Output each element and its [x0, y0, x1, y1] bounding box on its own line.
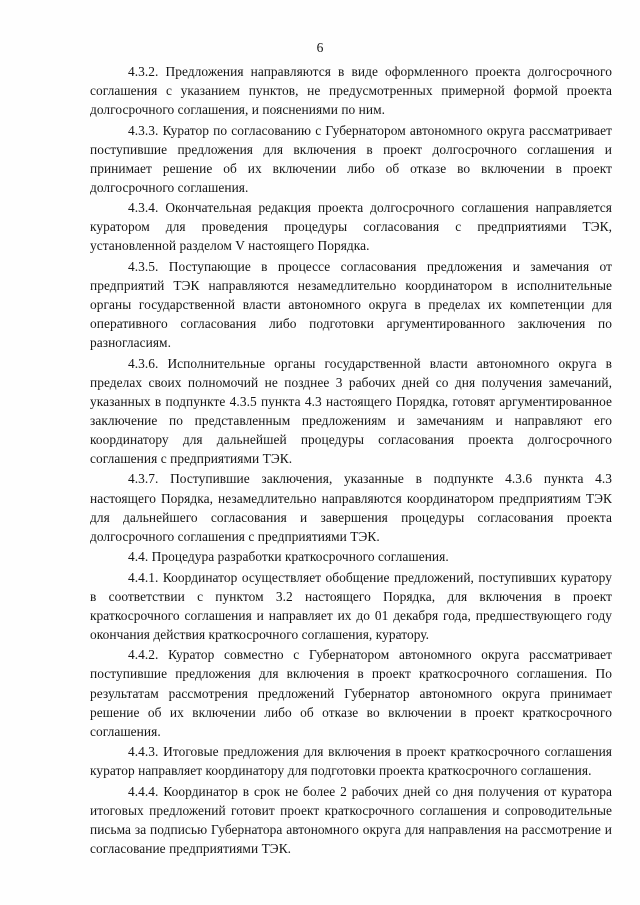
paragraph-4-3-6: 4.3.6. Исполнительные органы государственной власти автономного округа в пределах своих полномочий не позднее 3 рабочих дней со дня получения замечаний, указанных в подпункте 4.3.5 пункта 4.3 настоящего Порядка, готовят аргументированное заключение по представленным предложениям и замечаниям и направляют его координатору для дальнейшей процедуры согласования проекта долгосрочного соглашения с предприятиями ТЭК.: [90, 355, 612, 466]
document-body: [90, 62, 612, 858]
paragraph-4-3-7: 4.3.7. Поступившие заключения, указанные в подпункте 4.3.6 пункта 4.3 настоящего Порядка, незамедлительно направляются координатором предприятиям ТЭК для дальнейшего согласования и завершения процедуры согласования проекта долгосрочного соглашения с предприятиями ТЭК.: [90, 471, 612, 544]
paragraph-4-4-4: 4.4.4. Координатор в срок не более 2 рабочих дней со дня получения от куратора итоговых предложений готовит проект краткосрочного соглашения и сопроводительные письма за подписью Губернатора автономного округа для направления на рассмотрение и согласование предприятиями ТЭК.: [90, 783, 612, 856]
page-number: 6: [316, 40, 324, 55]
paragraph-4-3-2: 4.3.2. Предложения направляются в виде оформленного проекта долгосрочного соглашения с указанием пунктов, не предусмотренных примерной формой проекта долгосрочного соглашения, и пояснениями по ним.: [90, 64, 612, 118]
paragraph-4-3-5: 4.3.5. Поступающие в процессе согласования предложения и замечания от предприятий ТЭК направляются незамедлительно координатором в исполнительные органы государственной власти автономного округа в пределах их компетенции для оперативного согласования либо подготовки аргументированного заключения по разногласиям.: [90, 258, 612, 351]
paragraph-4-4-3: 4.4.3. Итоговые предложения для включения в проект краткосрочного соглашения куратор направляет координатору для подготовки проекта краткосрочного соглашения.: [90, 744, 612, 779]
paragraph-4-3-3: 4.3.3. Куратор по согласованию с Губернатором автономного округа рассматривает поступившие предложения для включения в проект долгосрочного соглашения и принимает решение об их включении либо об отказе во включении в проект долгосрочного соглашения.: [90, 122, 612, 195]
paragraph-4-3-4: 4.3.4. Окончательная редакция проекта долгосрочного соглашения направляется куратором для проведения процедуры согласования с предприятиями ТЭК, установленной разделом V настоящего Порядка.: [90, 200, 612, 254]
paragraph-4-4-2: 4.4.2. Куратор совместно с Губернатором автономного округа рассматривает поступившие предложения для включения в проект краткосрочного соглашения. По результатам рассмотрения предложений Губернатор автономного округа принимает решение об их включении либо об отказе во включении в проект краткосрочного соглашения.: [90, 647, 612, 739]
paragraph-4-4-heading: 4.4. Процедура разработки краткосрочного соглашения.: [128, 549, 449, 565]
paragraph-4-4-1: 4.4.1. Координатор осуществляет обобщение предложений, поступивших куратору в соответствии с пунктом 3.2 настоящего Порядка, для включения в проект краткосрочного соглашения и направляет их до 01 декабря года, предшествующего году окончания действия краткосрочного соглашения, куратору.: [90, 569, 612, 642]
